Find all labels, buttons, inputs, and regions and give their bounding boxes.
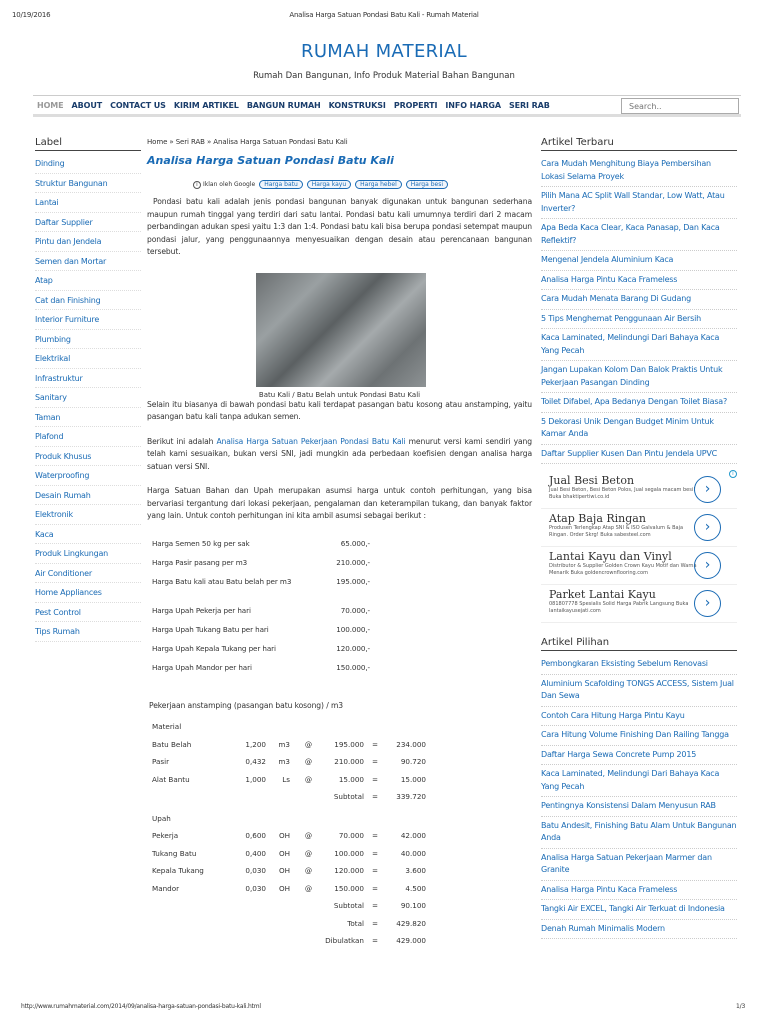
- calc-price: 100.000: [334, 848, 364, 858]
- label-link[interactable]: Produk Lingkungan: [35, 544, 141, 564]
- price-item: Harga Batu kali atau Batu belah per m3: [152, 576, 292, 586]
- price-value: 100.000,-: [336, 624, 370, 634]
- ad-link-button[interactable]: Harga batu: [259, 180, 303, 189]
- label-link[interactable]: Waterproofing: [35, 466, 141, 486]
- section-label: Upah: [152, 813, 171, 823]
- calc-eq: =: [371, 831, 379, 841]
- label-link[interactable]: Semen dan Mortar: [35, 252, 141, 272]
- calc-at: @: [304, 774, 312, 784]
- summary-label: Total: [347, 918, 364, 928]
- featured-article-link[interactable]: Daftar Harga Sewa Concrete Pump 2015: [541, 746, 737, 766]
- sponsored-ad[interactable]: [541, 547, 737, 585]
- calc-row: [152, 845, 532, 863]
- summary-total: 339.720: [396, 792, 426, 802]
- label-link[interactable]: Produk Khusus: [35, 447, 141, 467]
- nav-about[interactable]: ABOUT: [71, 100, 103, 110]
- site-title[interactable]: RUMAH MATERIAL: [301, 41, 467, 62]
- calc-unit: OH: [278, 831, 290, 841]
- nav-home[interactable]: HOME: [37, 100, 64, 110]
- calc-eq: =: [371, 739, 379, 749]
- recent-article-link[interactable]: 5 Tips Menghemat Penggunaan Air Bersih: [541, 310, 737, 330]
- price-row: [152, 606, 532, 625]
- calc-item: Pasir: [152, 757, 170, 767]
- label-link[interactable]: Elektronik: [35, 505, 141, 525]
- nav-properti[interactable]: PROPERTI: [393, 100, 438, 110]
- price-item: Harga Semen 50 kg per sak: [152, 538, 250, 548]
- adsense-link-bar: [193, 180, 532, 189]
- nav-konstruksi[interactable]: KONSTRUKSI: [328, 100, 386, 110]
- label-link[interactable]: Pest Control: [35, 603, 141, 623]
- price-item: Harga Upah Pekerja per hari: [152, 605, 251, 615]
- price-row: [152, 539, 532, 558]
- summary-row: [152, 915, 532, 933]
- nav-info-harga[interactable]: INFO HARGA: [445, 100, 501, 110]
- labor-price-table: [152, 606, 532, 682]
- calc-coef: 0,400: [245, 848, 266, 858]
- calc-item: Kepala Tukang: [152, 866, 204, 876]
- recent-article-link[interactable]: Cara Mudah Menata Barang Di Gudang: [541, 290, 737, 310]
- calc-unit: m3: [278, 757, 290, 767]
- recent-article-link[interactable]: Apa Beda Kaca Clear, Kaca Panasap, Dan Kaca Reflektif?: [541, 219, 737, 251]
- recent-article-link[interactable]: 5 Dekorasi Unik Dengan Budget Minim Untuk Kamar Anda: [541, 413, 737, 445]
- calc-total: 3.600: [405, 866, 426, 876]
- site-tagline: Rumah Dan Bangunan, Info Produk Material Bahan Bangunan: [253, 71, 515, 81]
- recent-article-link[interactable]: Kaca Laminated, Melindungi Dari Bahaya Kaca Yang Pecah: [541, 329, 737, 361]
- summary-label: Subtotal: [333, 901, 364, 911]
- ad-block: [541, 471, 737, 623]
- paragraph-text: Berikut ini adalah: [147, 436, 217, 446]
- calc-price: 120.000: [334, 866, 364, 876]
- featured-article-link[interactable]: Analisa Harga Satuan Pekerjaan Marmer dan Granite: [541, 849, 737, 881]
- summary-label: Dibulatkan: [325, 936, 364, 946]
- summary-total: 90.100: [400, 901, 426, 911]
- price-row: [152, 644, 532, 663]
- calc-row: [152, 862, 532, 880]
- calc-row: [152, 880, 532, 898]
- label-link[interactable]: Plafond: [35, 427, 141, 447]
- featured-article-link[interactable]: Analisa Harga Pintu Kaca Frameless: [541, 881, 737, 901]
- price-row: [152, 558, 532, 577]
- calc-at: @: [304, 757, 312, 767]
- calc-eq: =: [371, 918, 379, 928]
- post-content: [147, 138, 532, 950]
- ad-headline[interactable]: Lantai Kayu dan Vinyl: [549, 550, 672, 563]
- section-label-row: [152, 810, 532, 828]
- label-link[interactable]: Desain Rumah: [35, 486, 141, 506]
- recent-article-link[interactable]: Mengenal Jendela Aluminium Kaca: [541, 251, 737, 271]
- calc-total: 234.000: [396, 739, 426, 749]
- ad-link-button[interactable]: Harga hebel: [355, 180, 402, 189]
- calc-total: 15.000: [400, 774, 426, 784]
- calc-price: 210.000: [334, 757, 364, 767]
- price-value: 65.000,-: [340, 538, 370, 548]
- recent-article-link[interactable]: Daftar Supplier Kusen Dan Pintu Jendela UPVC: [541, 445, 737, 465]
- calc-coef: 0,030: [245, 866, 266, 876]
- price-value: 150.000,-: [336, 662, 370, 672]
- recent-article-link[interactable]: Jangan Lupakan Kolom Dan Balok Praktis Untuk Pekerjaan Pasangan Dinding: [541, 361, 737, 393]
- asumsi-paragraph: Harga Satuan Bahan dan Upah merupakan asumsi harga untuk contoh perhitungan, yang bisa bervariasi tergantung dari lokasi pekerjaan, pengalaman dan keterampilan tukang, dan banyak faktor yang lain. Untuk contoh perhitungan ini kita ambil asumsi sebagai berikut :: [147, 486, 532, 520]
- recent-article-link[interactable]: Pilih Mana AC Split Wall Standar, Low Watt, Atau Inverter?: [541, 187, 737, 219]
- calc-eq: =: [371, 792, 379, 802]
- print-page-number: 1/3: [736, 1003, 746, 1010]
- calc-coef: 0,030: [245, 883, 266, 893]
- summary-label: Subtotal: [333, 792, 364, 802]
- label-link[interactable]: Sanitary: [35, 388, 141, 408]
- analisa-paragraph: [147, 436, 532, 474]
- featured-article-link[interactable]: Kaca Laminated, Melindungi Dari Bahaya Kaca Yang Pecah: [541, 765, 737, 797]
- calc-at: @: [304, 883, 312, 893]
- calc-row: [152, 771, 532, 789]
- print-url: http://www.rumahmaterial.com/2014/09/analisa-harga-satuan-pondasi-batu-kali.html: [21, 1003, 261, 1010]
- info-icon[interactable]: i: [193, 181, 201, 189]
- label-link[interactable]: Kaca: [35, 525, 141, 545]
- calc-eq: =: [371, 883, 379, 893]
- analisa-link[interactable]: Analisa Harga Satuan Pekerjaan Pondasi Batu Kali: [216, 436, 406, 446]
- search-input[interactable]: [621, 98, 739, 114]
- price-item: Harga Upah Mandor per hari: [152, 662, 252, 672]
- label-link[interactable]: Struktur Bangunan: [35, 174, 141, 194]
- calc-price: 195.000: [334, 739, 364, 749]
- calc-at: @: [304, 866, 312, 876]
- featured-article-link[interactable]: Pentingnya Konsistensi Dalam Menyusun RAB: [541, 797, 737, 817]
- anstamping-paragraph: Selain itu biasanya di bawah pondasi batu kali terdapat pasangan batu kosong atau anstamping, yaitu pasangan batu kali tanpa adukan semen.: [147, 399, 532, 421]
- nav-contact[interactable]: CONTACT US: [110, 100, 166, 110]
- calc-eq: =: [371, 848, 379, 858]
- sponsored-ad[interactable]: [541, 509, 737, 547]
- calc-item: Pekerja: [152, 831, 179, 841]
- calc-item: Alat Bantu: [152, 774, 190, 784]
- calc-row: [152, 736, 532, 754]
- label-link[interactable]: Pintu dan Jendela: [35, 232, 141, 252]
- ad-description: Distributor & Supplier Golden Crown Kayu Motif dan Warna Menarik Buka goldencrownflooring.com: [549, 563, 697, 576]
- chevron-right-icon[interactable]: ›: [694, 552, 721, 579]
- label-link[interactable]: Atap: [35, 271, 141, 291]
- calc-item: Tukang Batu: [152, 848, 197, 858]
- ad-headline[interactable]: Atap Baja Ringan: [549, 512, 646, 525]
- material-price-table: [152, 539, 532, 596]
- pilihan-heading: Artikel Pilihan: [541, 637, 737, 651]
- calc-eq: =: [371, 774, 379, 784]
- calc-total: 40.000: [400, 848, 426, 858]
- main-nav: [33, 95, 741, 117]
- label-link[interactable]: Home Appliances: [35, 583, 141, 603]
- calc-item: Batu Belah: [152, 739, 192, 749]
- calc-price: 150.000: [334, 883, 364, 893]
- summary-total: 429.000: [396, 936, 426, 946]
- label-link[interactable]: Infrastruktur: [35, 369, 141, 389]
- calc-at: @: [304, 831, 312, 841]
- summary-row: [152, 897, 532, 915]
- featured-article-link[interactable]: Aluminium Scafolding TONGS ACCESS, Sistem Jual Dan Sewa: [541, 675, 737, 707]
- summary-row: [152, 932, 532, 950]
- calc-at: @: [304, 848, 312, 858]
- ad-headline[interactable]: Parket Lantai Kayu: [549, 588, 656, 601]
- ad-description: Jual Besi Beton, Besi Beton Polos, Jual segala macam besi! Buka bhaktipertiwi.co.id: [549, 487, 696, 500]
- label-link[interactable]: Taman: [35, 408, 141, 428]
- calc-total: 4.500: [405, 883, 426, 893]
- recent-article-link[interactable]: Cara Mudah Menghitung Biaya Pembersihan Lokasi Selama Proyek: [541, 155, 737, 187]
- nav-kirim-artikel[interactable]: KIRIM ARTIKEL: [173, 100, 239, 110]
- label-link[interactable]: Cat dan Finishing: [35, 291, 141, 311]
- calc-total: 42.000: [400, 831, 426, 841]
- label-link[interactable]: Lantai: [35, 193, 141, 213]
- price-value: 210.000,-: [336, 557, 370, 567]
- calc-coef: 1,200: [245, 739, 266, 749]
- chevron-right-icon[interactable]: ›: [694, 514, 721, 541]
- calc-unit: OH: [278, 866, 290, 876]
- nav-seri-rab[interactable]: SERI RAB: [508, 100, 550, 110]
- price-row: [152, 577, 532, 596]
- image-caption: Batu Kali / Batu Belah untuk Pondasi Batu Kali: [258, 390, 421, 399]
- label-link[interactable]: Plumbing: [35, 330, 141, 350]
- calc-at: @: [304, 739, 312, 749]
- anstamping-title: Pekerjaan anstamping (pasangan batu kosong) / m3: [149, 700, 343, 710]
- calc-price: 70.000: [338, 831, 364, 841]
- price-value: 195.000,-: [336, 576, 370, 586]
- label-link[interactable]: Daftar Supplier: [35, 213, 141, 233]
- price-row: [152, 663, 532, 682]
- calc-unit: OH: [278, 883, 290, 893]
- post-title[interactable]: Analisa Harga Satuan Pondasi Batu Kali: [147, 154, 394, 167]
- calc-unit: m3: [278, 739, 290, 749]
- ad-description: Produsen Terlengkap Atap SNI & ISO Galvalum & Baja Ringan. Order Skrg! Buka sabesteel.com: [549, 525, 684, 538]
- featured-article-link[interactable]: Cara Hitung Volume Finishing Dan Railing Tangga: [541, 726, 737, 746]
- print-date: 10/19/2016: [12, 11, 51, 19]
- terbaru-heading: Artikel Terbaru: [541, 137, 737, 151]
- calc-price: 15.000: [338, 774, 364, 784]
- recent-article-link[interactable]: Toilet Difabel, Apa Bedanya Dengan Toilet Biasa?: [541, 393, 737, 413]
- ad-link-button[interactable]: Harga besi: [406, 180, 448, 189]
- ads-by-google-label: Iklan oleh Google: [203, 181, 256, 188]
- sponsored-ad[interactable]: [541, 585, 737, 623]
- ad-link-button[interactable]: Harga kayu: [307, 180, 351, 189]
- paragraph-text: menurut versi kami sendiri yang telah kami sesuaikan, bukan versi SNI, jadi mungkin ada perbedaan koefisien dengan analisa harga satuan versi SNI.: [147, 436, 532, 471]
- label-link[interactable]: Air Conditioner: [35, 564, 141, 584]
- sponsored-ad[interactable]: [541, 471, 737, 509]
- featured-article-link[interactable]: Tangki Air EXCEL, Tangki Air Terkuat di Indonesia: [541, 900, 737, 920]
- featured-article-link[interactable]: Denah Rumah Minimalis Modern: [541, 920, 737, 940]
- label-link[interactable]: Elektrikal: [35, 349, 141, 369]
- intro-paragraph: Pondasi batu kali adalah jenis pondasi bangunan banyak digunakan untuk bangunan sederhana maupun rumah tinggal yang terdiri dari satu lantai. Pondasi batu kali umumnya terdiri dari 2 macam perbandingan adukan spesi yaitu 1:3 dan 1:4. Pondasi batu kali bisa berupa pondasi setempat maupun pondasi jalur, yang penggunaannya menyesuaikan dengan desain atau perencanaan bangunan tersebut.: [147, 197, 532, 256]
- calc-row: [152, 827, 532, 845]
- chevron-right-icon[interactable]: ›: [694, 476, 721, 503]
- price-item: Harga Pasir pasang per m3: [152, 557, 248, 567]
- calc-eq: =: [371, 936, 379, 946]
- ad-description: 081807778 Spesialis Solid Harga Pabrik Langsung Buka lantaikayusejati.com: [549, 601, 689, 614]
- calc-eq: =: [371, 901, 379, 911]
- label-link[interactable]: Tips Rumah: [35, 622, 141, 642]
- calc-unit: OH: [278, 848, 290, 858]
- chevron-right-icon[interactable]: ›: [694, 590, 721, 617]
- featured-article-link[interactable]: Batu Andesit, Finishing Batu Alam Untuk Bangunan Anda: [541, 817, 737, 849]
- label-link[interactable]: Interior Furniture: [35, 310, 141, 330]
- summary-row: [152, 788, 532, 806]
- recent-article-link[interactable]: Analisa Harga Pintu Kaca Frameless: [541, 271, 737, 291]
- calculation-table: [152, 718, 532, 950]
- section-label: Material: [152, 722, 182, 732]
- label-heading: Label: [35, 137, 141, 151]
- calc-coef: 0,432: [245, 757, 266, 767]
- print-title: Analisa Harga Satuan Pondasi Batu Kali - Rumah Material: [289, 11, 479, 19]
- calc-total: 90.720: [400, 757, 426, 767]
- label-sidebar: [35, 137, 141, 642]
- section-label-row: [152, 718, 532, 736]
- calc-unit: Ls: [282, 774, 290, 784]
- price-value: 120.000,-: [336, 643, 370, 653]
- calc-eq: =: [371, 757, 379, 767]
- price-value: 70.000,-: [340, 605, 370, 615]
- price-row: [152, 625, 532, 644]
- adchoices-icon[interactable]: i: [729, 470, 737, 478]
- price-item: Harga Upah Kepala Tukang per hari: [152, 643, 276, 653]
- summary-total: 429.820: [396, 918, 426, 928]
- calc-item: Mandor: [152, 883, 180, 893]
- nav-bangun-rumah[interactable]: BANGUN RUMAH: [246, 100, 321, 110]
- river-stone-image: [256, 273, 426, 387]
- breadcrumb[interactable]: Home » Seri RAB » Analisa Harga Satuan Pondasi Batu Kali: [147, 138, 348, 146]
- calc-coef: 0,600: [245, 831, 266, 841]
- featured-article-link[interactable]: Pembongkaran Eksisting Sebelum Renovasi: [541, 655, 737, 675]
- calc-eq: =: [371, 866, 379, 876]
- price-item: Harga Upah Tukang Batu per hari: [152, 624, 269, 634]
- calc-coef: 1,000: [245, 774, 266, 784]
- featured-article-link[interactable]: Contoh Cara Hitung Harga Pintu Kayu: [541, 707, 737, 727]
- calc-row: [152, 753, 532, 771]
- label-link[interactable]: Dinding: [35, 154, 141, 174]
- ad-headline[interactable]: Jual Besi Beton: [549, 474, 635, 487]
- right-sidebar: [541, 137, 737, 939]
